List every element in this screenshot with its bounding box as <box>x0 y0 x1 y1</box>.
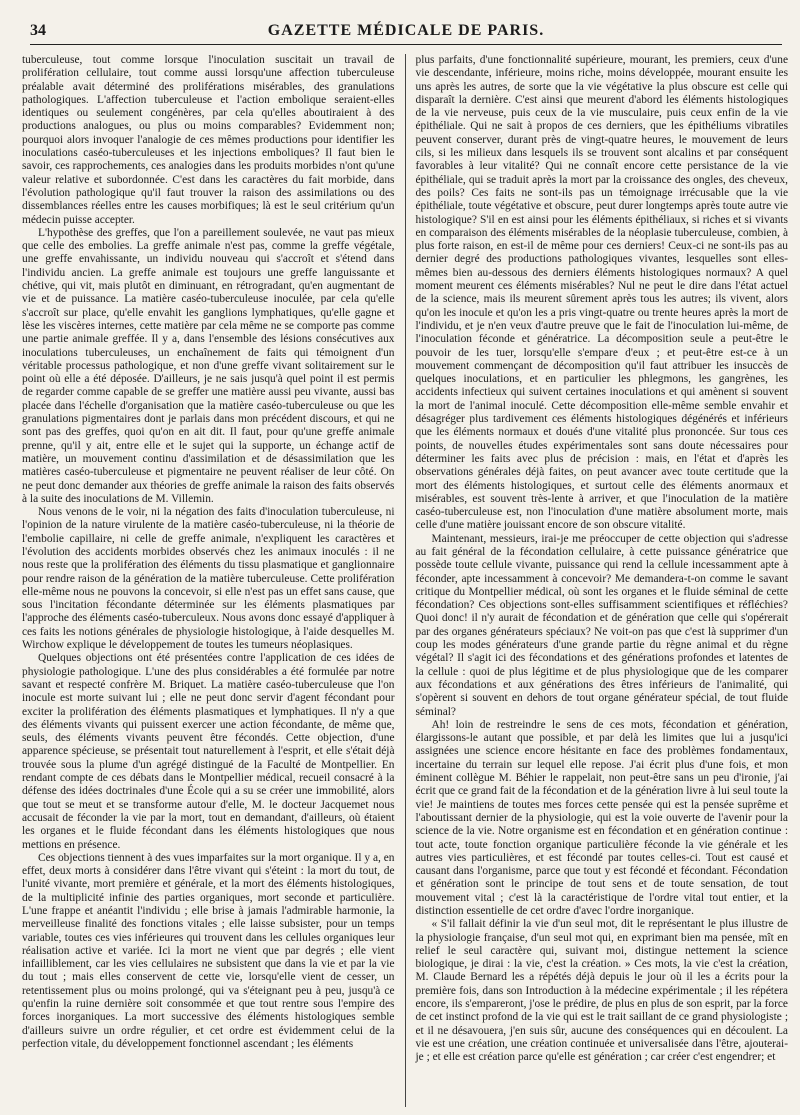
paragraph: Maintenant, messieurs, irai-je me préoccuper de cette objection qui s'adresse au fait général de la fécondation cellulaire, à cette puissance génératrice que possède toute cellule vivante, puissance qui rend la cellule incessamment apte à féconder, apte incessamment à concevoir? Me demandera-t-on comme le savant critique du Montpellier médical, où sont les organes et le fluide séminal de cette fécondation? Ces objections sont-elles suffisamment scientifiques et réfléchies? Quoi donc! il n'y aurait de fécondation et de génération que celle qui s'opérerait par des organes générateurs spéciaux? Ne voit-on pas que c'est là supprimer d'un coup les modes générateurs d'une grande partie du règne animal et du règne végétal? Il s'agit ici des fécondations et des générations profondes et latentes de la cellule : quoi de plus légitime et de plus physiologique que de les comparer aux fécondations et aux générations des êtres inférieurs de l'animalité, qui s'opèrent si souvent en dehors de tout organe générateur spécial, de tout fluide séminal? <box>415 532 788 718</box>
paragraph: Quelques objections ont été présentées contre l'application de ces idées de physiologie pathologique. L'une des plus considérables a été formulée par notre savant et respecté confrère M. Briquet. La matière caséo-tuberculeuse que l'on inocule est morte suivant lui ; elle ne peut donc servir d'agent fécondant pour exciter la prolifération des éléments plasmatiques et lymphatiques. Il n'y a que des éléments vivants qui puissent exercer une action fécondante, de même que, seuls, des éléments vivants peuvent être fécondés. Cette objection, d'une apparence spécieuse, se présentait tout naturellement à l'esprit, et elle s'était déjà trouvée sous la plume d'un agrégé distingué de la Faculté de Montpellier. En rendant compte de ces débats dans le Montpellier médical, recueil consacré à la défense des idées doctrinales d'une École qui a su se créer une immobilité, alors que tout se meut et se transforme autour d'elle, M. le docteur Jacquemet nous accusait de féconder la vie par la mort, tout en demandant, d'ailleurs, où étaient les organes et le fluide fécondant dans les éléments histologiques que nous mettions en présence. <box>22 652 395 851</box>
page-number: 34 <box>30 22 46 39</box>
paragraph: « S'il fallait définir la vie d'un seul mot, dit le représentant le plus illustre de la physiologie française, d'un seul mot qui, en exprimant bien ma pensée, mît en relief le seul caractère qui, suivant moi, distingue nettement la science biologique, je dirai : la vie, c'est la création. » Ces mots, la vie c'est la création, M. Claude Bernard les a répétés déjà depuis le jour où il les a écrits pour la première fois, dans son Introduction à la médecine expérimentale ; il les répétera encore, ils s'empareront, j'ose le prédire, de plus en plus de son esprit, par la force de cet instinct profond de la vie qui est le trait saillant de ce grand physiologiste ; et il ne désavouera, j'en suis sûr, aucune des conséquences qui en découlent. La vie est une création, une création continuée et universalisée dans l'être, ajouterai-je ; et elle est création parce qu'elle est génération ; car créer c'est engendrer; et <box>415 918 788 1064</box>
left-column <box>22 54 405 1107</box>
running-title: GAZETTE MÉDICALE DE PARIS. <box>267 22 545 39</box>
paragraph: L'hypothèse des greffes, que l'on a pareillement soulevée, ne vaut pas mieux que celle des embolies. La greffe animale n'est pas, comme la greffe végétale, une greffe envahissante, un individu nouveau qui s'accroît et s'étend dans l'individu ancien. La greffe animale est toujours une greffe languissante et chétive, qui vit, mais plutôt en diminuant, en rétrogradant, qu'en augmentant de vie et de puissance. La matière caséo-tuberculeuse inoculée, par cela qu'elle s'accroît sur place, qu'elle envahit les ganglions lymphatiques, qu'elle gagne et lèse les viscères internes, cette matière par cela même ne se comporte pas comme une partie animale greffée. Il y a, dans l'ensemble des lésions consécutives aux inoculations tuberculeuses, un enchaînement de faits qui témoignent d'un véritable processus pathologique, et non d'une greffe vivant solitairement sur le point où elle a été déposée. D'ailleurs, je ne sais jusqu'à quel point il est permis de regarder comme capable de se greffer une matière aussi peu vivante, aussi bas placée dans l'échelle d'organisation que la matière caséo-tuberculeuse ou que les granulations pigmentaires dont je parlais dans mon précédent discours, et qui ne sont pas des greffes, quoi qu'on en ait dit. Il faut, pour qu'une greffe animale prenne, qu'il y ait, entre elle et le sujet qui la supporte, un échange actif de matière, un mouvement continu d'assimilation et de désassimilation que les matières caséo-tuberculeuse et pigmentaire ne peuvent réaliser de leur côté. On ne peut donc demander aux théories de greffe animale la raison des faits observés à la suite des inoculations de M. Villemin. <box>22 226 395 505</box>
paragraph: tuberculeuse, tout comme lorsque l'inoculation suscitait un travail de prolifération cellulaire, tout comme aussi lorsqu'une affection tuberculeuse préalable avait déterminé des proliférations misérables, des granulations pathologiques. L'affection tuberculeuse et l'action embolique seraient-elles identiques ou seulement congénères, par cela qu'elles aboutiraient à des productions analogues, ou plus ou moins comparables? Evidemment non; pourquoi alors invoquer l'analogie de ces mêmes productions pour identifier les inoculations caséo-tuberculeuses et les injections emboliques? Il faut bien le savoir, ces rapprochements, ces analogies dans les produits morbides n'ont qu'une valeur relative et subordonnée. C'est dans les caractères du fait morbide, dans l'évolution pathologique qu'il faut trouver la raison des assimilations ou des dissemblances réelles entre les causes morbifiques; là est le seul critérium qu'un médecin puisse accepter. <box>22 54 395 226</box>
right-column <box>405 54 789 1107</box>
paragraph: Nous venons de le voir, ni la négation des faits d'inoculation tuberculeuse, ni l'opinion de la nature virulente de la matière caséo-tuberculeuse, ni la théorie de l'embolie capillaire, ni celle de greffe animale, n'expliquent les caractères et l'évolution des accidents morbides observés chez les animaux inoculés : il ne nous reste que la prolifération des éléments du tissu plasmatique et ganglionnaire pour rendre raison de la génération de la matière tuberculeuse. Cette prolifération elle-même nous ne pouvons la concevoir, si elle n'est pas un effet sans cause, que sous l'incitation fécondante déterminée sur les éléments plasmatiques par l'approche des éléments caséo-tuberculeux. Nous avons donc essayé d'appliquer à ces faits les notions générales de physiologie histologique, à l'aide desquelles M. Wirchow explique le développement de toutes les tumeurs néoplasiques. <box>22 506 395 652</box>
paragraph: Ces objections tiennent à des vues imparfaites sur la mort organique. Il y a, en effet, deux morts à considérer dans l'être vivant qui s'éteint : la mort du tout, de l'unité vivante, mort première et générale, et la mort des éléments histologiques, de la multiplicité infinie des parties organiques, mort seconde et particulière. L'une frappe et anéantit l'individu ; elle brise à jamais l'admirable harmonie, la merveilleuse finalité des fonctions vitales ; elle laisse subsister, pour un temps variable, toutes ces vies inférieures qui trouvent dans les cellules organiques leur réalisation active et variée. Ici la mort ne vient que par degrés ; elle vient infailliblement, car les vies cellulaires ne subsistent que dans la vie et par la vie du tout ; mais elles conservent de cette vie, lorsqu'elle vient de cesser, un retentissement plus ou moins prolongé, qui va s'éteignant peu à peu, jusqu'à ce qu'enfin la ruine dernière soit consommée et que tout rentre sous l'empire des forces inorganiques. La mort successive des éléments histologiques semble d'ailleurs suivre un ordre régulier, et cet ordre est évidemment celui de la perfection vitale, du développement fonctionnel ascendant ; les éléments <box>22 851 395 1050</box>
page-header <box>30 22 782 45</box>
paragraph: plus parfaits, d'une fonctionnalité supérieure, mourant, les premiers, ceux d'une vie descendante, inférieure, moins riche, moins développée, mourant ensuite les uns après les autres, de sorte que la vie végétative la plus obscure est celle qui disparaît la dernière. C'est ainsi que meurent d'abord les éléments histologiques de la vie nerveuse, puis ceux de la vie musculaire, puis ceux enfin de la vie épithéliale. Qui ne sait à propos de ces derniers, que les épithéliums vibratiles peuvent conserver, durant près de vingt-quatre heures, le mouvement de leurs cils, si les milieux dans lesquels ils se trouvent sont alcalins et par conséquent favorables à leur vitalité? Qui ne connaît encore cette persistance de la vie épithéliale, qui se traduit après la mort par la croissance des ongles, des cheveux, des poils? Ces faits ne sont-ils pas un témoignage irrécusable que la vie épithéliale, toute végétative et obscure, peut durer longtemps après toute autre vie histologique? S'il en est ainsi pour les éléments épithéliaux, si riches et si vivants en comparaison des éléments misérables de la néoplasie tuberculeuse, combien, à plus forte raison, en est-il de même pour ces derniers! Ceux-ci ne sont-ils pas au dernier degré des productions pathologiques vivantes, lesquelles sont elles-mêmes bien au-dessous des derniers éléments histologiques normaux? A quel moment meurent ces éléments misérables? Nul ne peut le dire dans l'état actuel de la science, mais ils meurent sûrement après tous les autres; ils vivent, alors qu'on les inocule et qu'on les a pris vingt-quatre ou trente heures après la mort de l'individu, et je n'en veux d'autre preuve que le fait de l'inoculation lui-même, de l'inoculation féconde et génératrice. La décomposition seule a peut-être le pouvoir de les tuer, lorsqu'elle s'empare d'eux ; et peut-être est-ce à un mouvement commençant de décomposition qu'il faut attribuer les insuccès de quelques inoculations, et en particulier les phlegmons, les gangrènes, les accidents infectieux qui suivent certaines inoculations et qui amènent si souvent la mort de l'animal inoculé. Cette décomposition elle-même semble envahir et désagréger plus tardivement ces éléments histologiques dégénérés et inférieurs que les éléments normaux et doués d'une vitalité plus prononcée. Sur tous ces points, de nouvelles études expérimentales sont sans doute nécessaires pour déterminer les faits avec plus de précision : mais, en l'état et d'après les observations générales déjà faites, on peut avancer avec toute certitude que la mort des éléments histologiques, et surtout celle des éléments anormaux et misérables, est souvent très-lente à arriver, et que l'inoculation de la matière caséo-tuberculeuse est, non l'inoculation d'une matière absolument morte, mais celle d'une matière jouissant encore de son obscure vitalité. <box>415 54 788 532</box>
article-body <box>22 54 788 1107</box>
paragraph: Ah! loin de restreindre le sens de ces mots, fécondation et génération, élargissons-le autant que possible, et par delà les limites que lui a jusqu'ici assignées une science encore hésitante en face des problèmes fondamentaux, incertaine du terrain sur lequel elle repose. J'ai écrit plus d'une fois, et mon éminent collègue M. Béhier le rappelait, non peut-être sans un peu d'ironie, j'ai écrit que ce grand fait de la fécondation et de la génération livre à lui seul toute la vie! Je maintiens de toutes mes forces cette pensée qui est la pensée suprême et l'aboutissant dernier de la physiologie, qui est la voie ouverte de l'avenir pour la science de la vie. Notre organisme est en fécondation et en génération continue : tout acte, toute fonction organique particulière féconde la vie générale et les autres vies particulières, et est fécondé par toutes celles-ci. Tout est causé et causant dans l'organisme, parce que tout y est fécondé et fécondant. Fécondation et génération sont le principe de tout sens et de toute sensation, de tout mouvement vital ; c'est là la caractéristique de l'ordre vital tout entier, et la distinction essentielle de cet ordre d'avec l'ordre inorganique. <box>415 718 788 917</box>
